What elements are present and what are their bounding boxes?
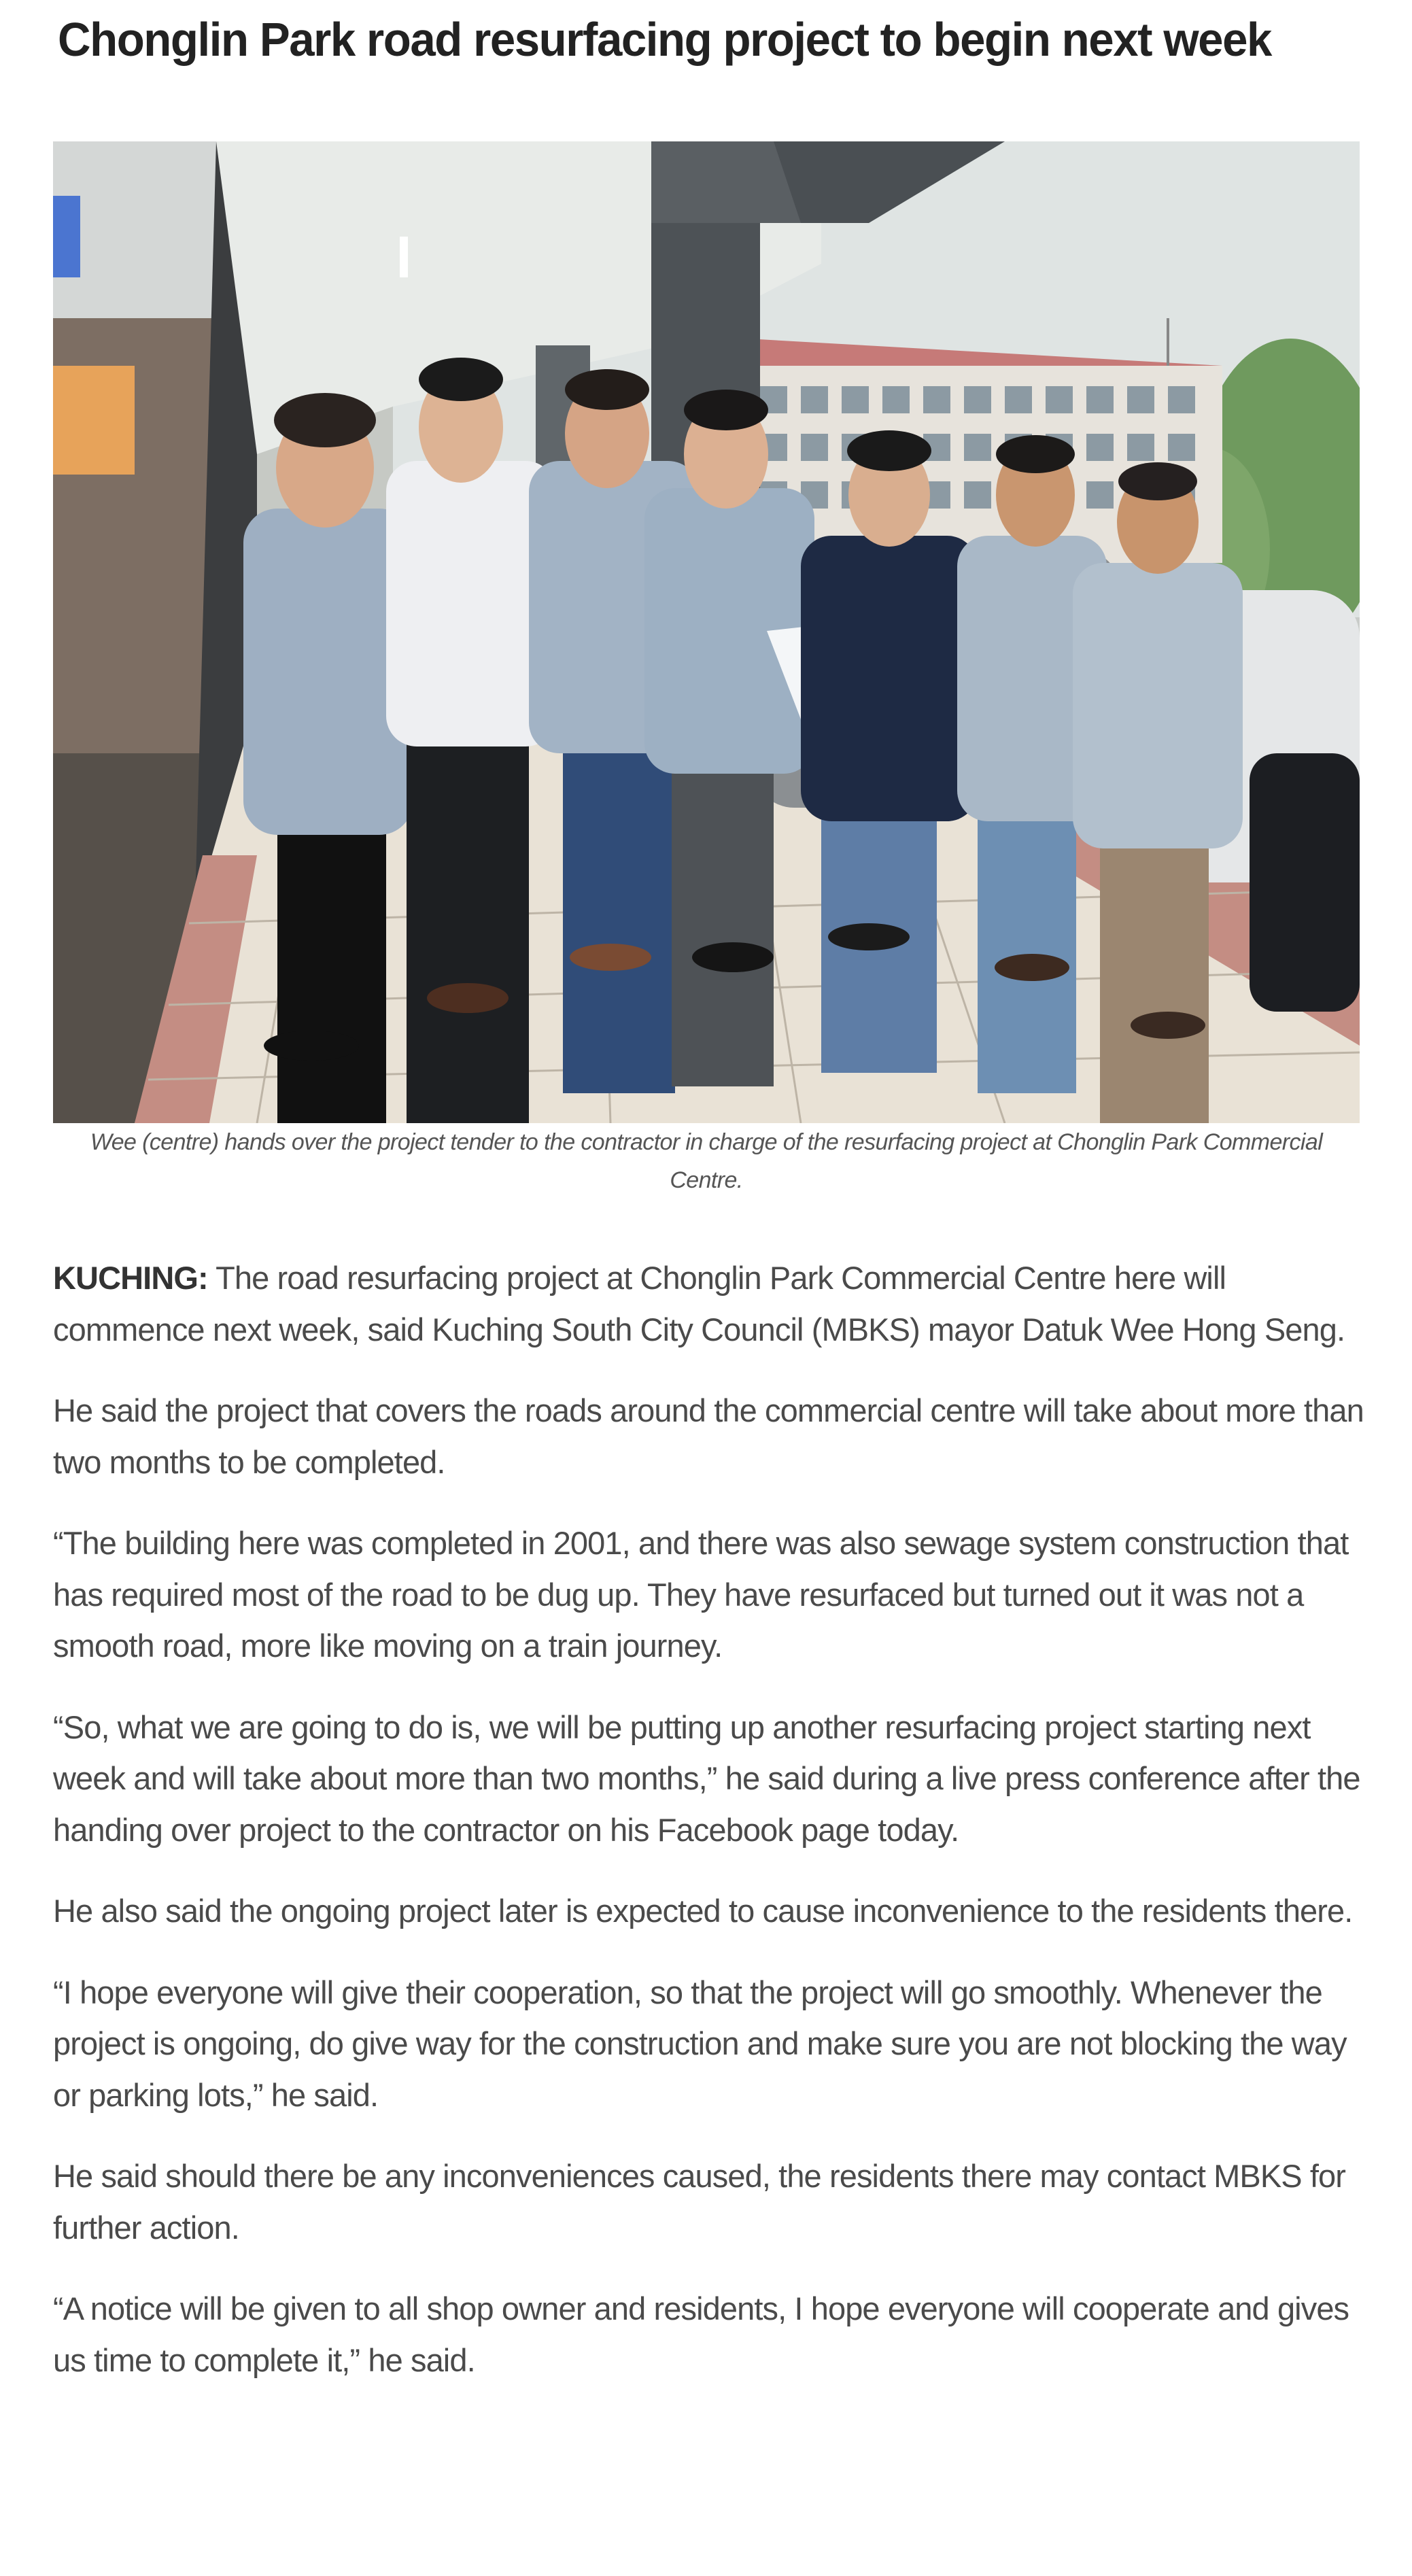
article-body xyxy=(53,1252,1372,2416)
article-photo xyxy=(53,141,1360,1123)
article-paragraph-4: “So, what we are going to do is, we will be putting up another resurfacing project starting next week and will take about more than two months,” he said during a live press conference after the handing over project to the contractor on his Facebook page today. xyxy=(53,1708,1360,1848)
article-headline: Chonglin Park road resurfacing project to begin next week xyxy=(58,13,1271,66)
dateline: KUCHING: xyxy=(53,1260,208,1296)
article-paragraph-5: He also said the ongoing project later is expected to cause inconvenience to the residents there. xyxy=(53,1893,1353,1929)
group-photo-illustration xyxy=(53,141,1360,1123)
article-paragraph-8: “A notice will be given to all shop owner and residents, I hope everyone will cooperate and gives us time to complete it,” he said. xyxy=(53,2290,1349,2378)
article-paragraph-3: “The building here was completed in 2001, and there was also sewage system construction that has required most of the road to be dug up. They have resurfaced but turned out it was not a smooth road, more like moving on a train journey. xyxy=(53,1525,1349,1664)
article-paragraph-1 xyxy=(53,1252,1372,1355)
article-paragraph-2: He said the project that covers the roads around the commercial centre will take about more than two months to be completed. xyxy=(53,1392,1364,1480)
photo-caption: Wee (centre) hands over the project tender to the contractor in charge of the resurfacing project at Chonglin Park Commercial Centre. xyxy=(90,1129,1323,1193)
paragraph-text: The road resurfacing project at Chonglin Park Commercial Centre here will commence next week, said Kuching South City Council (MBKS) mayor Datuk Wee Hong Seng. xyxy=(53,1260,1345,1347)
article-paragraph-7: He said should there be any inconveniences caused, the residents there may contact MBKS for further action. xyxy=(53,2158,1346,2246)
article-paragraph-6: “I hope everyone will give their cooperation, so that the project will go smoothly. Whenever the project is ongoing, do give way for the construction and make sure you are not blocking the way or parking lots,” he said. xyxy=(53,1974,1347,2113)
